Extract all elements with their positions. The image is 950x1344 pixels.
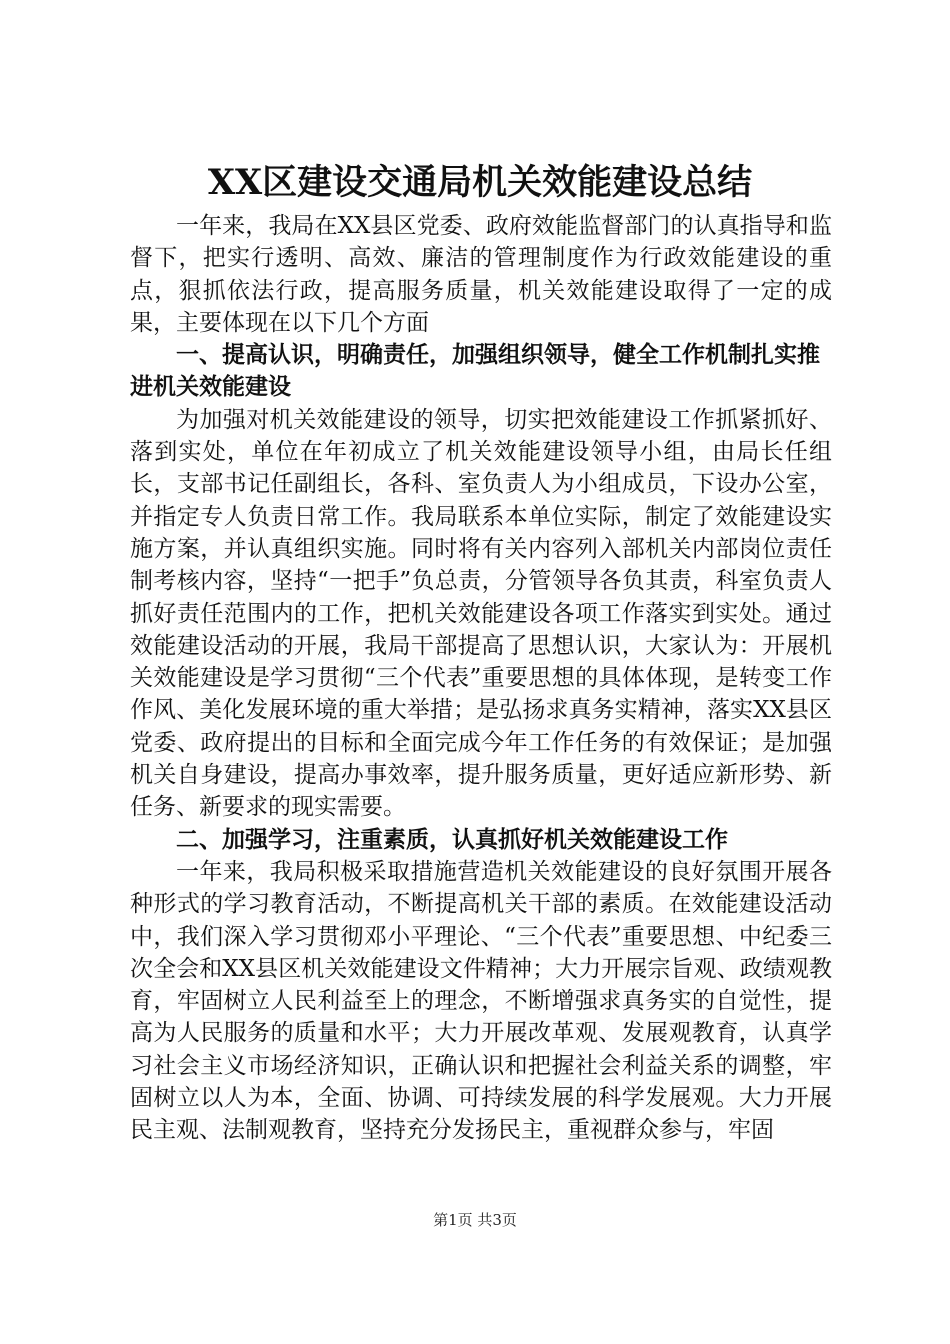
intro-paragraph: 一年来，我局在XX县区党委、政府效能监督部门的认真指导和监督下，把实行透明、高效、廉洁的管理制度作为行政效能建设的重点，狠抓依法行政，提高服务质量，机关效能建设取得了一定的成果，主要体现在以下几个方面 xyxy=(130,213,832,336)
section-body-2: 一年来，我局积极采取措施营造机关效能建设的良好氛围开展各种形式的学习教育活动，不断提高机关干部的素质。在效能建设活动中，我们深入学习贯彻邓小平理论、“三个代表”重要思想、中纪委三次全会和XX县区机关效能建设文件精神；大力开展宗旨观、政绩观教育，牢固树立人民利益至上的理念，不断增强求真务实的自觉性，提高为人民服务的质量和水平；大力开展改革观、发展观教育，认真学习社会主义市场经济知识，正确认识和把握社会利益关系的调整，牢固树立以人为本，全面、协调、可持续发展的科学发展观。大力开展民主观、法制观教育，坚持充分发扬民主，重视群众参与，牢固 xyxy=(130,858,832,1144)
section-heading-1: 一、提高认识，明确责任，加强组织领导，健全工作机制扎实推进机关效能建设 xyxy=(130,341,820,401)
page-footer: 第1页 共3页 xyxy=(433,1211,517,1229)
document-title: XX区建设交通局机关效能建设总结 xyxy=(207,162,753,203)
section-body-1: 为加强对机关效能建设的领导，切实把效能建设工作抓紧抓好、落到实处，单位在年初成立了机关效能建设领导小组，由局长任组长，支部书记任副组长，各科、室负责人为小组成员，下设办公室，并指定专人负责日常工作。我局联系本单位实际，制定了效能建设实施方案，并认真组织实施。同时将有关内容列入部机关内部岗位责任制考核内容，坚持“一把手”负总责，分管领导各负其责，科室负责人抓好责任范围内的工作，把机关效能建设各项工作落实到实处。通过效能建设活动的开展，我局干部提高了思想认识，大家认为：开展机关效能建设是学习贯彻“三个代表”重要思想的具体体现，是转变工作作风、美化发展环境的重大举措；是弘扬求真务实精神，落实XX县区党委、政府提出的目标和全面完成今年工作任务的有效保证；是加强机关自身建设，提高办事效率，提升服务质量，更好适应新形势、新任务、新要求的现实需要。 xyxy=(130,406,832,821)
document-body xyxy=(130,210,832,1147)
section-heading-2: 二、加强学习，注重素质，认真抓好机关效能建设工作 xyxy=(176,825,728,853)
